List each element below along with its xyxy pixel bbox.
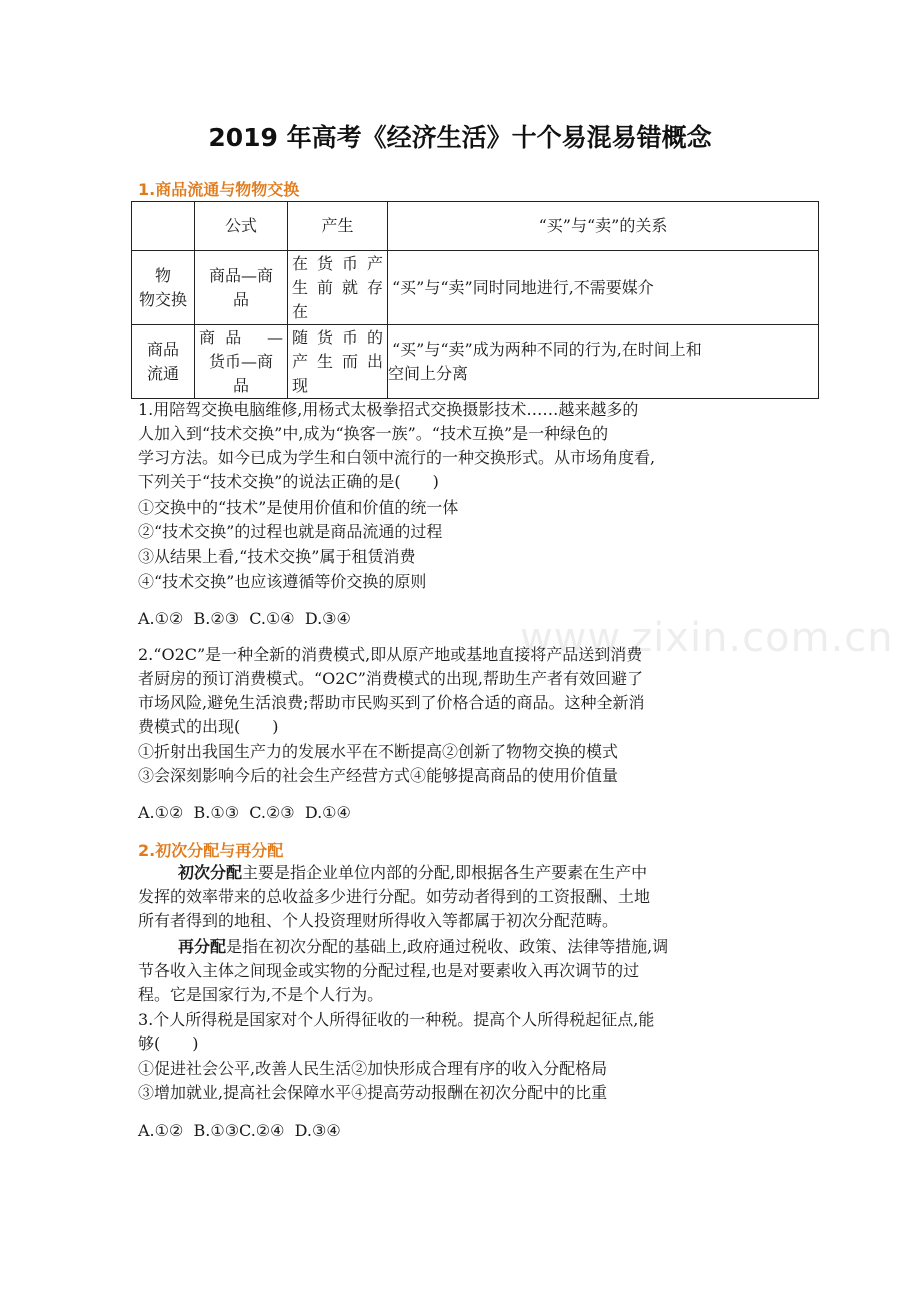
table-row [132, 251, 819, 325]
q1-answers: A.①② B.②③ C.①④ D.③④ [138, 609, 351, 628]
q1-stem-line: 下列关于“技术交换”的说法正确的是( ) [138, 472, 439, 491]
q1-option: ④“技术交换”也应该遵循等价交换的原则 [138, 572, 427, 591]
table-cell: “买”与“卖”成为两种不同的行为,在时间上和 空间上分离 [388, 325, 819, 399]
comparison-table [131, 201, 819, 399]
definition-paragraph: 初次分配主要是指企业单位内部的分配,即根据各生产要素在生产中 [178, 863, 648, 882]
q1-stem-line: 1.用陪驾交换电脑维修,用杨式太极拳招式交换摄影技术……越来越多的 [138, 400, 639, 419]
q1-option: ③从结果上看,“技术交换”属于租赁消费 [138, 547, 416, 566]
paragraph-line: 程。它是国家行为,不是个人行为。 [138, 985, 384, 1004]
table-cell: 在货币产 生前就存 在 [288, 251, 388, 325]
term-redistribution: 再分配 [178, 937, 227, 956]
term-initial-distribution: 初次分配 [178, 863, 243, 882]
q2-stem-line: 2.“O2C”是一种全新的消费模式,即从原产地或基地直接将产品送到消费 [138, 645, 643, 664]
q2-answers: A.①② B.①③ C.②③ D.①④ [138, 803, 351, 822]
table-cell: 商品 — 货币—商 品 [195, 325, 288, 399]
section-heading-2: 2.初次分配与再分配 [138, 841, 284, 860]
definition-paragraph: 再分配是指在初次分配的基础上,政府通过税收、政策、法律等措施,调 [178, 937, 669, 956]
watermark: www.zixin.com.cn [520, 615, 894, 661]
q3-stem-line: 够( ) [138, 1034, 199, 1053]
table-cell: 物 物交换 [132, 251, 195, 325]
q1-stem-line: 人加入到“技术交换”中,成为“换客一族”。“技术互换”是一种绿色的 [138, 424, 609, 443]
q3-answers: A.①② B.①③C.②④ D.③④ [138, 1121, 341, 1140]
q2-option: ①折射出我国生产力的发展水平在不断提高②创新了物物交换的模式 [138, 742, 619, 761]
q1-stem-line: 学习方法。如今已成为学生和白领中流行的一种交换形式。从市场角度看, [138, 448, 656, 467]
q1-option: ②“技术交换”的过程也就是商品流通的过程 [138, 522, 443, 541]
section-heading-1: 1.商品流通与物物交换 [138, 180, 300, 199]
paragraph-line: 所有者得到的地租、个人投资理财所得收入等都属于初次分配范畴。 [138, 911, 619, 930]
q1-option: ①交换中的“技术”是使用价值和价值的统一体 [138, 498, 459, 517]
table-cell: 商品—商 品 [195, 251, 288, 325]
q3-stem-line: 3.个人所得税是国家对个人所得征收的一种税。提高个人所得税起征点,能 [138, 1010, 655, 1029]
table-header-cell: 公式 [195, 202, 288, 251]
table-cell: 随货币的 产生而出 现 [288, 325, 388, 399]
page-title: 2019 年高考《经济生活》十个易混易错概念 [208, 123, 712, 152]
q2-stem-line: 费模式的出现( ) [138, 717, 279, 736]
q2-stem-line: 市场风险,避免生活浪费;帮助市民购买到了价格合适的商品。这种全新消 [138, 693, 645, 712]
table-row [132, 325, 819, 399]
table-header-cell: 产生 [288, 202, 388, 251]
paragraph-line: 节各收入主体之间现金或实物的分配过程,也是对要素收入再次调节的过 [138, 961, 640, 980]
table-header-row [132, 202, 819, 251]
q2-stem-line: 者厨房的预订消费模式。“O2C”消费模式的出现,帮助生产者有效回避了 [138, 669, 643, 688]
table-cell: 商品 流通 [132, 325, 195, 399]
q2-option: ③会深刻影响今后的社会生产经营方式④能够提高商品的使用价值量 [138, 766, 619, 785]
q3-option: ③增加就业,提高社会保障水平④提高劳动报酬在初次分配中的比重 [138, 1083, 608, 1102]
table-cell: “买”与“卖”同时同地进行,不需要媒介 [388, 251, 819, 325]
table-header-cell [132, 202, 195, 251]
q3-option: ①促进社会公平,改善人民生活②加快形成合理有序的收入分配格局 [138, 1059, 608, 1078]
table-header-cell: “买”与“卖”的关系 [388, 202, 819, 251]
paragraph-line: 发挥的效率带来的总收益多少进行分配。如劳动者得到的工资报酬、土地 [138, 887, 651, 906]
